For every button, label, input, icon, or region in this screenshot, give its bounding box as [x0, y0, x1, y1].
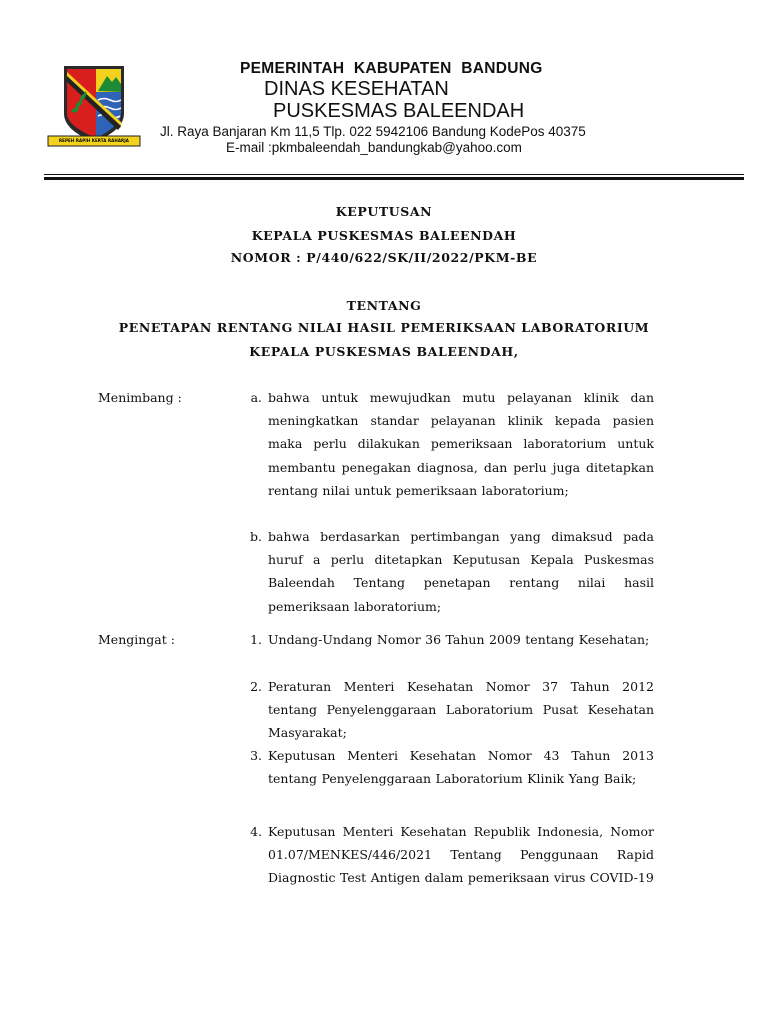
- letterhead-office: PUSKESMAS BALEENDAH: [273, 100, 525, 122]
- mengingat-label: Mengingat :: [98, 632, 175, 647]
- list-item-text: Undang-Undang Nomor 36 Tahun 2009 tentang Kesehatan;: [268, 632, 650, 647]
- letterhead-agency: DINAS KESEHATAN: [264, 78, 449, 100]
- letterhead-divider-thin: [44, 174, 744, 175]
- decree-number: NOMOR : P/440/622/SK/II/2022/PKM-BE: [230, 250, 538, 265]
- list-marker: 4.: [250, 824, 262, 839]
- decree-subject: PENETAPAN RENTANG NILAI HASIL PEMERIKSAAN LABORATORIUM: [118, 320, 650, 335]
- list-marker: 1.: [250, 632, 262, 647]
- list-item-text: bahwa untuk mewujudkan mutu pelayanan klinik dan meningkatkan standar pelayanan klinik kepada pasien maka perlu dilakukan pemeriksaan laboratorium untuk membantu penegakan diagnosa, dan perlu juga ditetapkan rentang nilai untuk pemeriksaan laboratorium;: [268, 390, 654, 498]
- menimbang-label: Menimbang :: [98, 390, 182, 405]
- bandung-regency-crest-icon: [46, 62, 142, 150]
- decree-subject-issuer: KEPALA PUSKESMAS BALEENDAH,: [249, 344, 519, 359]
- list-item-text: Keputusan Menteri Kesehatan Nomor 43 Tahun 2013 tentang Penyelenggaraan Laboratorium Klinik Yang Baik;: [268, 748, 654, 787]
- list-marker: a.: [250, 390, 262, 405]
- list-marker: 3.: [250, 748, 262, 763]
- list-item-text: Peraturan Menteri Kesehatan Nomor 37 Tahun 2012 tentang Penyelenggaraan Laboratorium Pusat Kesehatan Masyarakat;: [268, 679, 654, 741]
- list-marker: b.: [250, 529, 262, 544]
- decree-tentang: TENTANG: [346, 298, 422, 313]
- letterhead-address: Jl. Raya Banjaran Km 11,5 Tlp. 022 5942106 Bandung KodePos 40375: [160, 124, 586, 139]
- letterhead-divider-thick: [44, 177, 744, 180]
- letterhead-government: PEMERINTAH KABUPATEN BANDUNG: [240, 60, 543, 77]
- list-item-text: bahwa berdasarkan pertimbangan yang dimaksud pada huruf a perlu ditetapkan Keputusan Kepala Puskesmas Baleendah Tentang penetapan rentang nilai hasil pemeriksaan laboratorium;: [268, 529, 654, 614]
- letterhead-email: E-mail :pkmbaleendah_bandungkab@yahoo.com: [226, 140, 522, 155]
- list-marker: 2.: [250, 679, 262, 694]
- list-item-text: Keputusan Menteri Kesehatan Republik Indonesia, Nomor 01.07/MENKES/446/2021 Tentang Penggunaan Rapid Diagnostic Test Antigen dalam pemeriksaan virus COVID-19: [268, 824, 654, 886]
- decree-issuer: KEPALA PUSKESMAS BALEENDAH: [251, 228, 517, 243]
- decree-heading: KEPUTUSAN: [335, 204, 433, 219]
- crest-motto: REPEH RAPIH KERTA RAHARJA: [59, 138, 129, 143]
